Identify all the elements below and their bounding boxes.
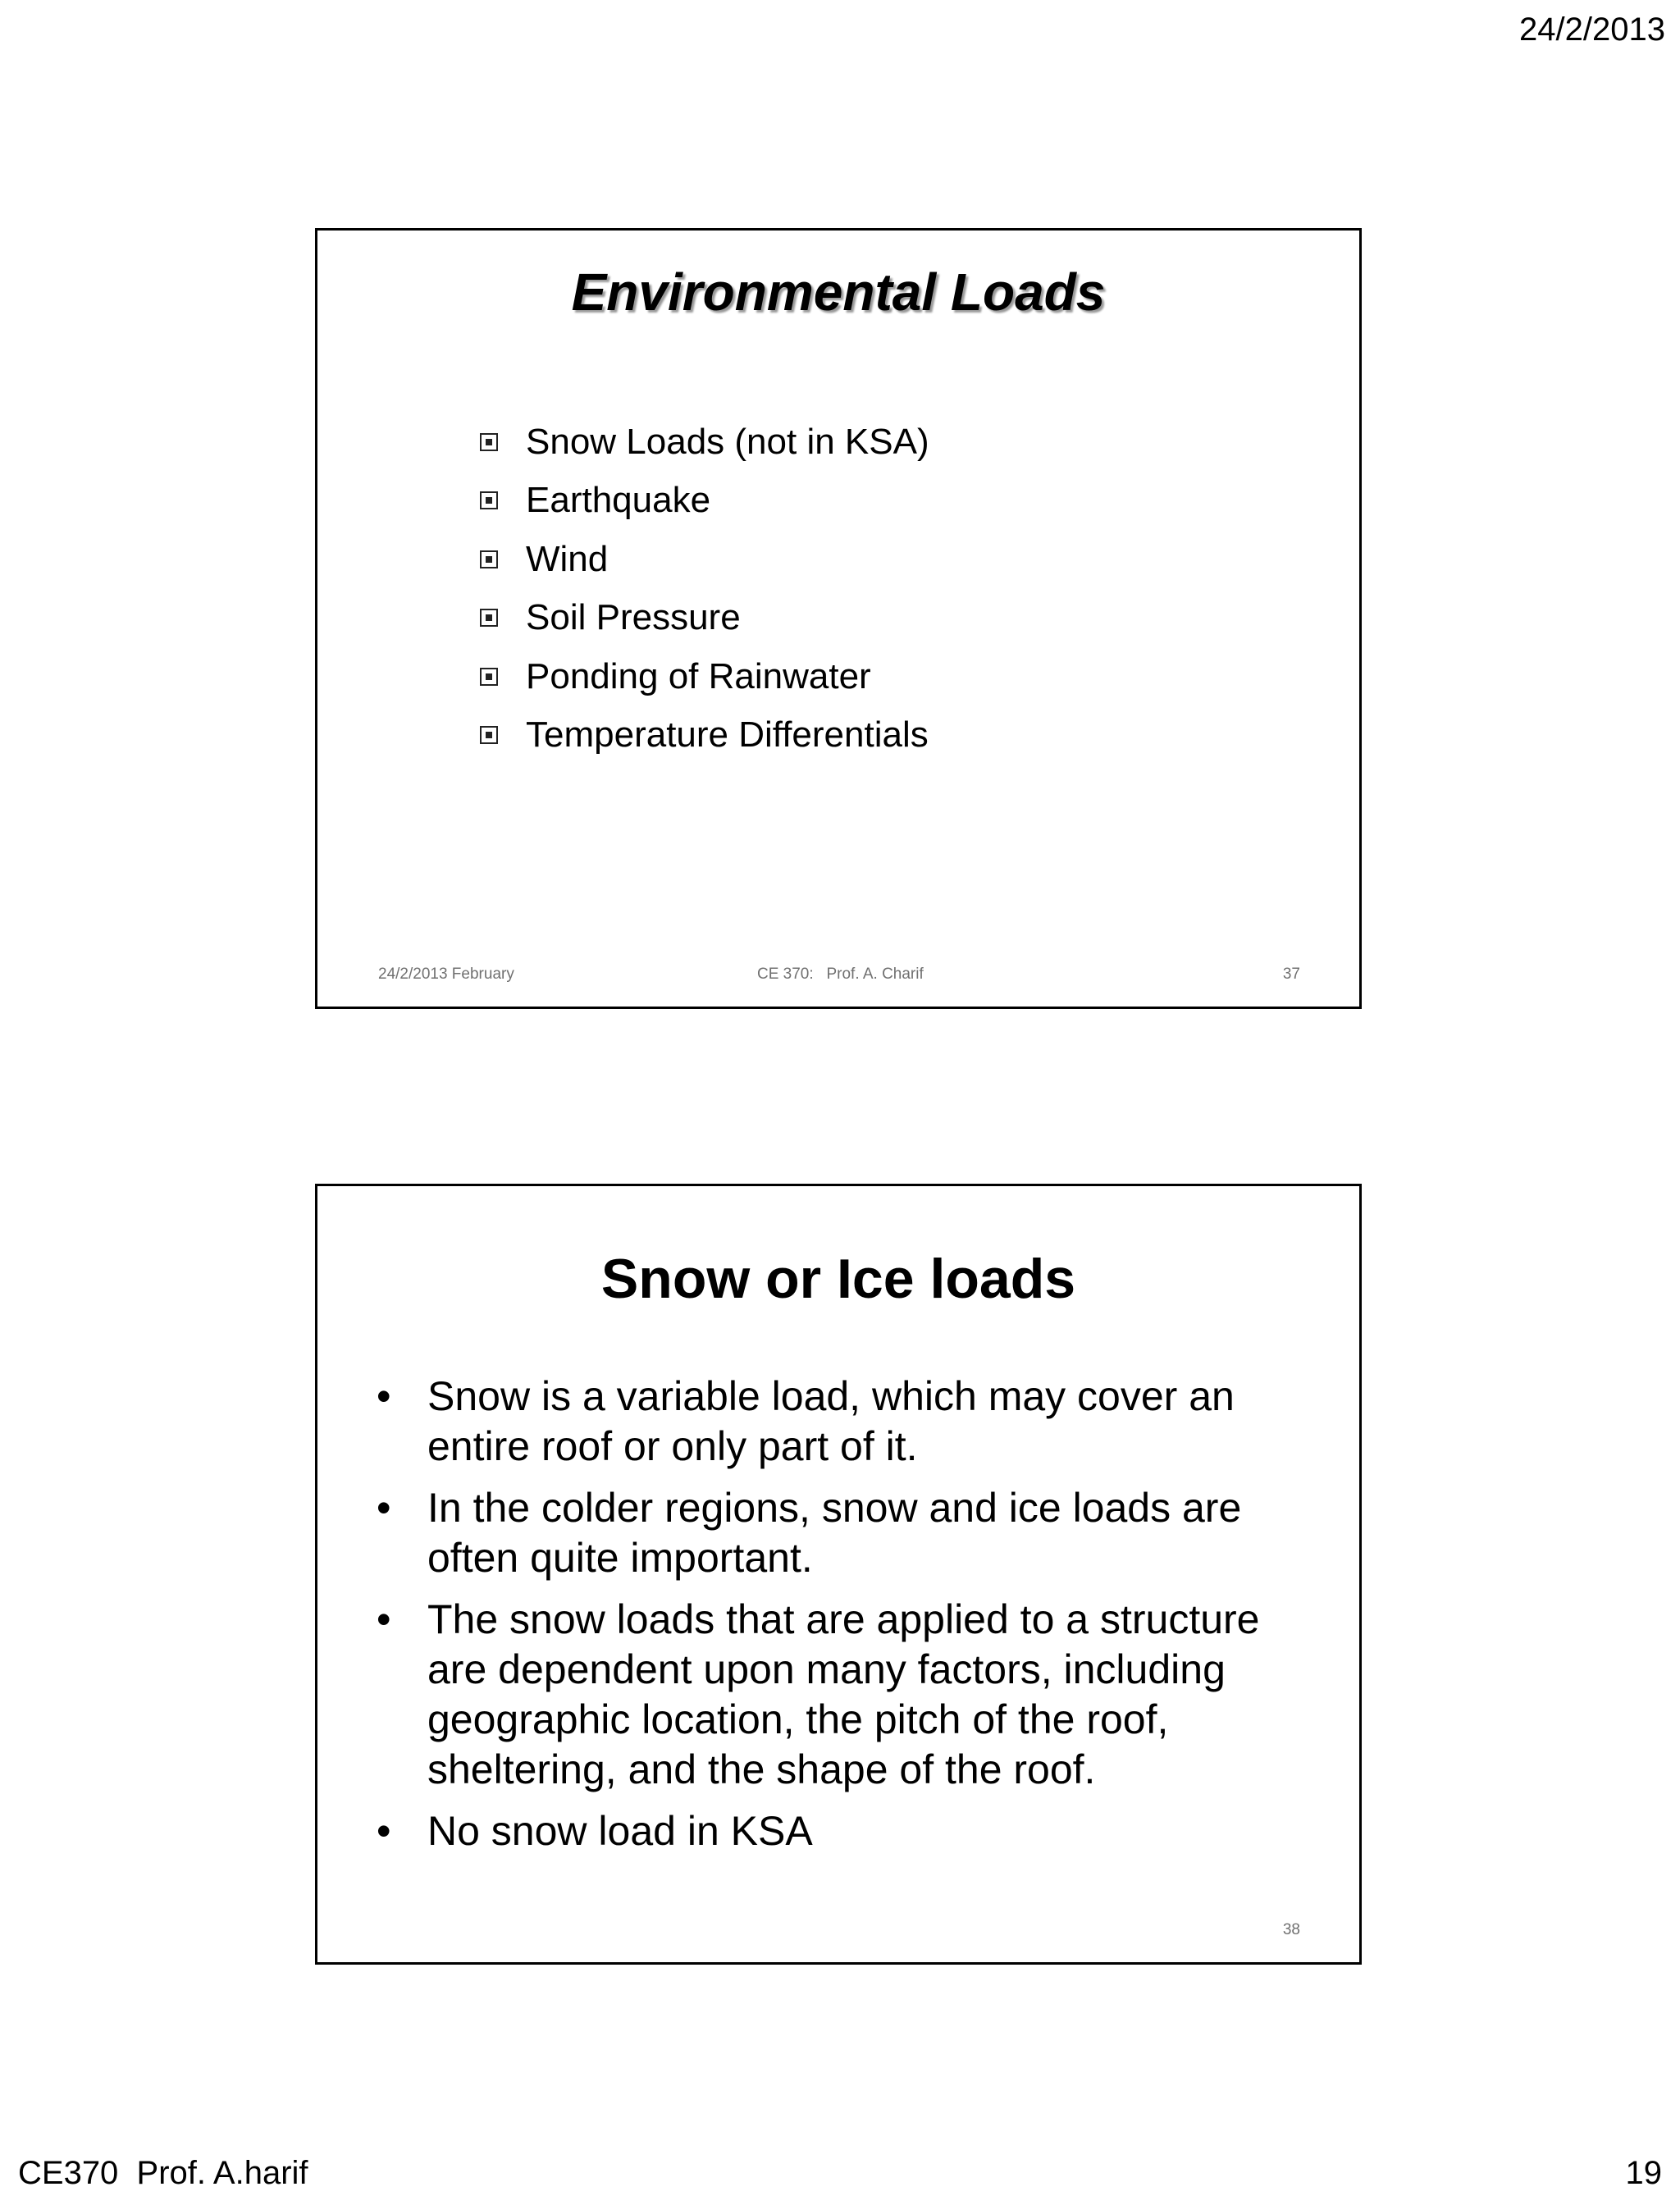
list-item: Ponding of Rainwater [480, 647, 929, 706]
list-item: • The snow loads that are applied to a structure are dependent upon many factors, including geographic location, the pitch of the roof, sheltering, and the shape of the roof. [377, 1596, 1260, 1792]
page-date: 24/2/2013 [1519, 11, 1665, 48]
snow-load-bullets [377, 1372, 1320, 1868]
slide-footer-course: CE 370: Prof. A. Charif [757, 966, 924, 983]
list-item: Wind [480, 530, 929, 589]
bullet-dot-icon: • [377, 1373, 391, 1419]
slide-footer-date: 24/2/2013 February [378, 966, 514, 983]
list-item: • Snow is a variable load, which may cover an entire roof or only part of it. [377, 1373, 1235, 1469]
page-footer-course: CE370 Prof. A.harif [18, 2155, 308, 2191]
slide-title: Environmental Loads [571, 262, 1106, 322]
square-bullet-icon [480, 550, 498, 568]
square-bullet-icon [480, 491, 498, 509]
list-item: Earthquake [480, 472, 929, 531]
load-type-list [480, 413, 929, 765]
list-item: • No snow load in KSA [377, 1806, 1320, 1856]
slide-number: 38 [1282, 1921, 1300, 1938]
list-item: Soil Pressure [480, 589, 929, 648]
slide-title: Snow or Ice loads [600, 1248, 1076, 1310]
slide-snow-ice-loads [315, 1184, 1362, 1965]
slide-environmental-loads [315, 228, 1362, 1009]
square-bullet-icon [480, 433, 498, 451]
page-number: 19 [1625, 2155, 1662, 2191]
list-item: Temperature Differentials [480, 706, 929, 765]
square-bullet-icon [480, 668, 498, 686]
bullet-dot-icon: • [377, 1485, 391, 1531]
bullet-dot-icon: • [377, 1596, 391, 1642]
slide-number: 37 [1282, 966, 1300, 983]
bullet-dot-icon: • [377, 1808, 391, 1854]
square-bullet-icon [480, 609, 498, 627]
list-item: • In the colder regions, snow and ice loads are often quite important. [377, 1485, 1242, 1581]
square-bullet-icon [480, 726, 498, 744]
list-item: Snow Loads (not in KSA) [480, 413, 929, 472]
